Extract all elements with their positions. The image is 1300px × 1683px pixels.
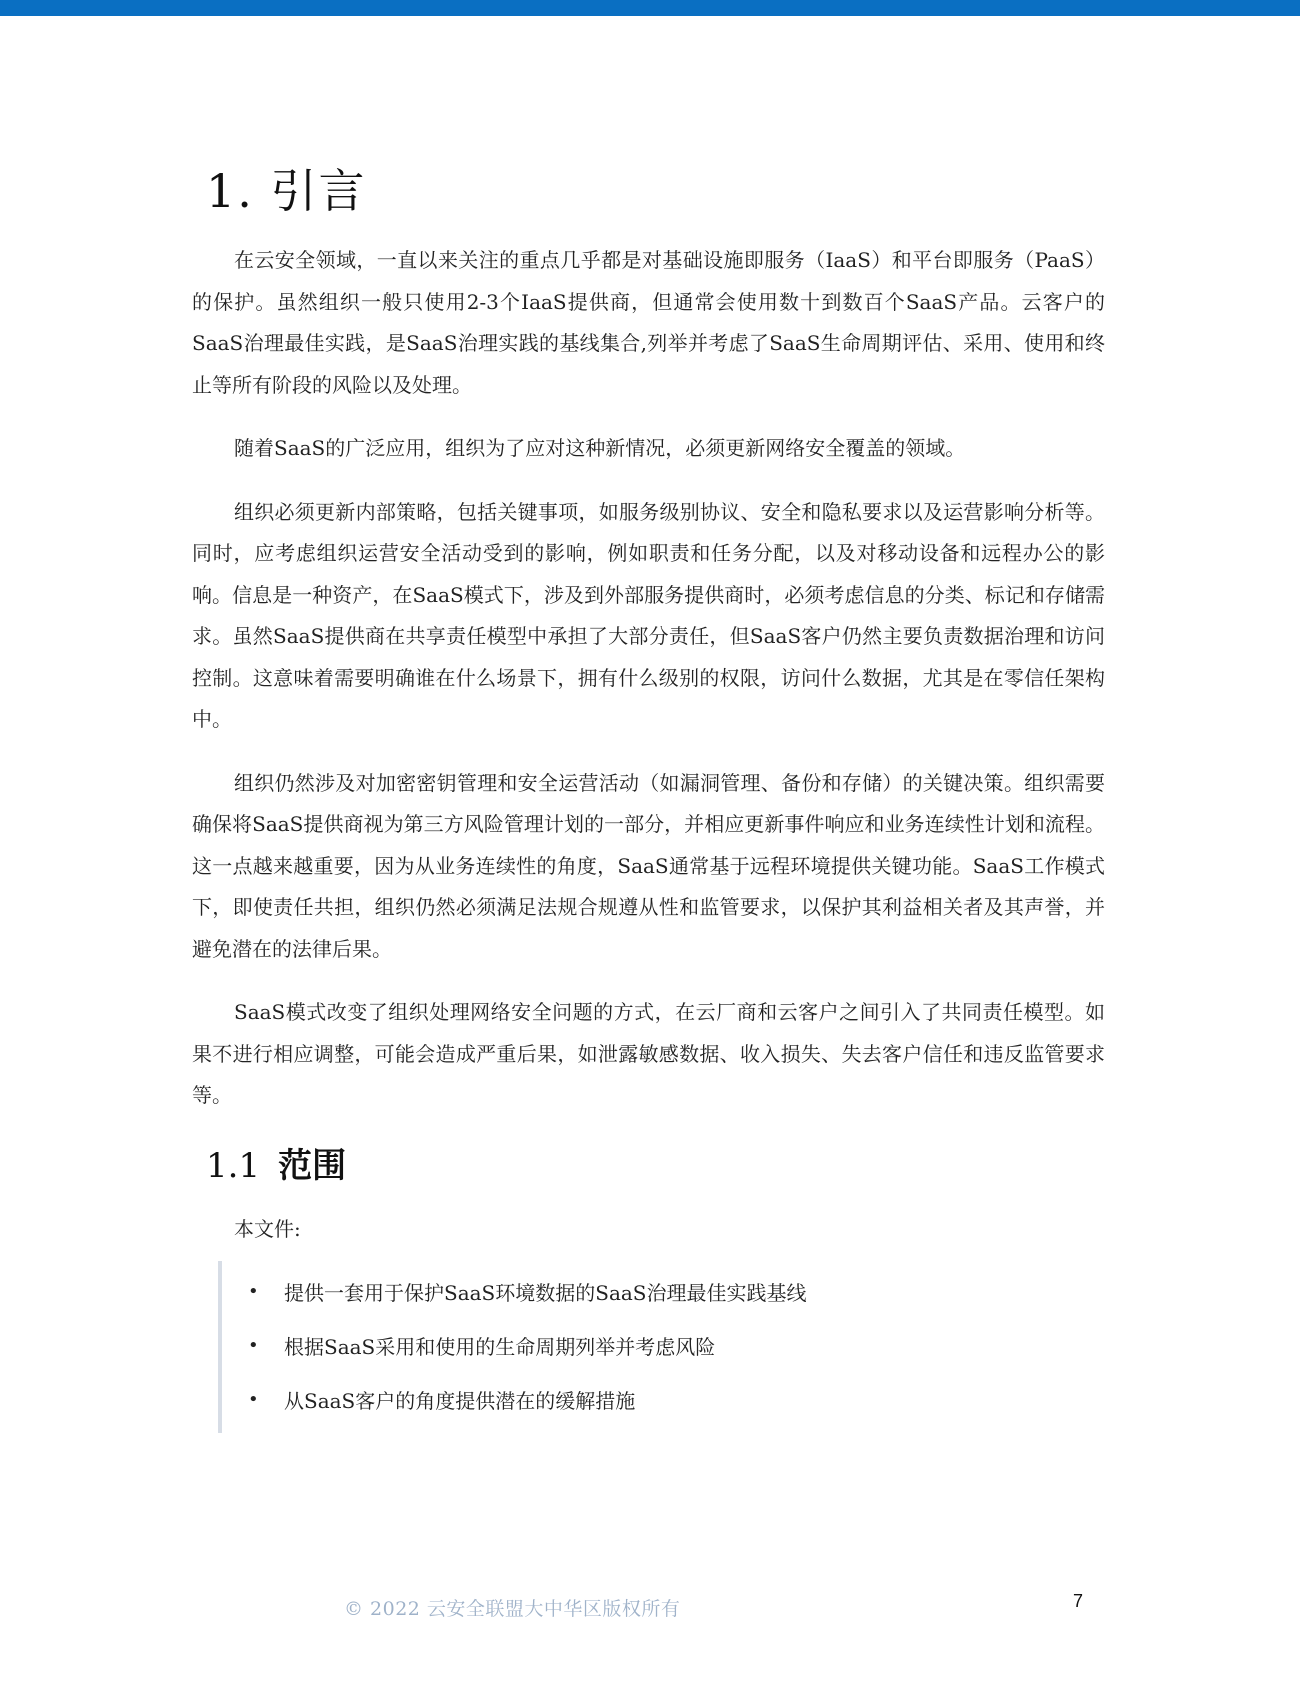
scope-list — [218, 1261, 948, 1433]
paragraph-4: 组织仍然涉及对加密密钥管理和安全运营活动（如漏洞管理、备份和存储）的关键决策。组织需要确保将SaaS提供商视为第三方风险管理计划的一部分，并相应更新事件响应和业务连续性计划和流程。这一点越来越重要，因为从业务连续性的角度，SaaS通常基于远程环境提供关键功能。SaaS工作模式下，即使责任共担，组织仍然必须满足法规合规遵从性和监管要求，以保护其利益相关者及其声誉，并避免潜在的法律后果。 — [192, 770, 1105, 961]
section-heading — [206, 1139, 1105, 1193]
list-item-text: 提供一套用于保护SaaS环境数据的SaaS治理最佳实践基线 — [284, 1281, 807, 1305]
footer-copyright: © 2022 云安全联盟大中华区版权所有 — [344, 1598, 681, 1620]
bullet-icon: • — [248, 1334, 259, 1356]
bullet-icon: • — [248, 1388, 259, 1410]
page-footer — [0, 1591, 1300, 1624]
header-accent-bar — [0, 0, 1300, 16]
list-item — [248, 1373, 948, 1427]
bullet-icon: • — [248, 1280, 259, 1302]
list-item-text: 从SaaS客户的角度提供潜在的缓解措施 — [284, 1389, 636, 1413]
list-item — [248, 1265, 948, 1319]
paragraph-1: 在云安全领域，一直以来关注的重点几乎都是对基础设施即服务（IaaS）和平台即服务（PaaS）的保护。虽然组织一般只使用2-3个IaaS提供商，但通常会使用数十到数百个SaaS产品。云客户的SaaS治理最佳实践，是SaaS治理实践的基线集合,列举并考虑了SaaS生命周期评估、采用、使用和终止等所有阶段的风险以及处理。 — [192, 248, 1105, 397]
section-number: 1.1 — [206, 1145, 261, 1186]
section-title: 范围 — [278, 1145, 347, 1186]
paragraph-3: 组织必须更新内部策略，包括关键事项，如服务级别协议、安全和隐私要求以及运营影响分析等。同时，应考虑组织运营安全活动受到的影响，例如职责和任务分配，以及对移动设备和远程办公的影响。信息是一种资产，在SaaS模式下，涉及到外部服务提供商时，必须考虑信息的分类、标记和存储需求。虽然SaaS提供商在共享责任模型中承担了大部分责任，但SaaS客户仍然主要负责数据治理和访问控制。这意味着需要明确谁在什么场景下，拥有什么级别的权限，访问什么数据，尤其是在零信任架构中。 — [192, 499, 1105, 731]
paragraph-5: SaaS模式改变了组织处理网络安全问题的方式，在云厂商和云客户之间引入了共同责任模型。如果不进行相应调整，可能会造成严重后果，如泄露敏感数据、收入损失、失去客户信任和违反监管要求等。 — [192, 1000, 1105, 1107]
list-item-text: 根据SaaS采用和使用的生命周期列举并考虑风险 — [284, 1335, 716, 1359]
paragraph-2: 随着SaaS的广泛应用，组织为了应对这种新情况，必须更新网络安全覆盖的领域。 — [234, 436, 966, 460]
page-number: 7 — [1073, 1591, 1084, 1611]
list-item — [248, 1319, 948, 1373]
chapter-title: 1. 引言 — [206, 164, 367, 218]
page-content — [192, 160, 1105, 1433]
section-intro: 本文件: — [234, 1216, 301, 1241]
